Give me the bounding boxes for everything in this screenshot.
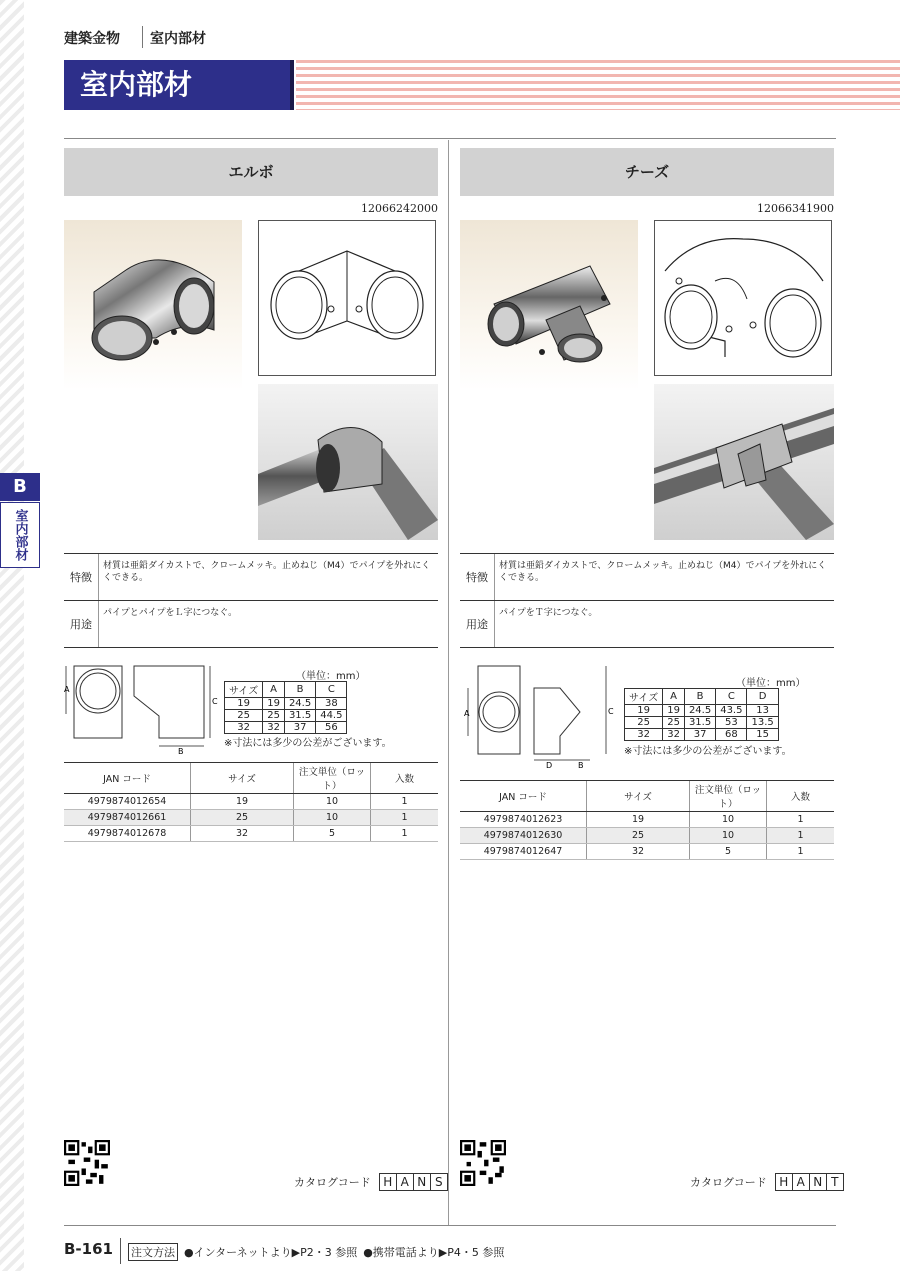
jan-cell: 1: [371, 794, 439, 810]
jan-header: JAN コード: [64, 763, 191, 794]
jan-cell: 32: [191, 826, 294, 842]
dim-header: B: [284, 682, 315, 698]
catalog-code-char: A: [792, 1174, 809, 1190]
order-method-label: 注文方法: [128, 1243, 178, 1261]
dim-unit: （単位：mm）: [736, 678, 806, 689]
jan-header: 注文単位（ロット）: [690, 781, 767, 812]
dim-header: C: [716, 689, 747, 705]
jan-cell: 1: [767, 812, 835, 828]
catalog-code-char: N: [809, 1174, 826, 1190]
dim-cell: 38: [316, 698, 347, 710]
header-divider: [142, 26, 143, 48]
product-code: 12066341900: [757, 202, 834, 215]
dim-cell: 13.5: [747, 717, 778, 729]
tolerance-note: ※寸法には多少の公差がございます。: [224, 738, 392, 749]
jan-cell: 19: [587, 812, 690, 828]
side-stripes: [0, 0, 24, 1271]
dim-unit: （単位：mm）: [296, 671, 366, 682]
spec-row-usage: [460, 601, 834, 648]
dim-cell: 53: [716, 717, 747, 729]
dim-cell: 19: [625, 705, 663, 717]
dim-letter-c: C: [608, 707, 614, 716]
page-number: B-161: [64, 1240, 113, 1258]
features-label: 特徴: [64, 554, 99, 600]
dim-letter-d: D: [546, 761, 553, 770]
tee-dimension-diagram: [460, 664, 620, 770]
jan-cell: 5: [294, 826, 371, 842]
jan-cell: 4979874012647: [460, 844, 587, 860]
elbow-product-photo: [64, 220, 242, 390]
jan-header: サイズ: [191, 763, 294, 794]
title-stripe-band: [296, 60, 900, 110]
jan-table: [64, 762, 438, 842]
jan-header: 入数: [767, 781, 835, 812]
jan-cell: 25: [191, 810, 294, 826]
spec-table: [460, 553, 834, 648]
dim-header: A: [263, 682, 285, 698]
dim-header: A: [663, 689, 685, 705]
usage-label: 用途: [64, 601, 99, 647]
top-rule: [64, 138, 836, 139]
dim-cell: 24.5: [284, 698, 315, 710]
dim-cell: 19: [263, 698, 285, 710]
dim-cell: 31.5: [684, 717, 715, 729]
dim-cell: 19: [663, 705, 685, 717]
catalog-code-box: [775, 1173, 844, 1191]
dim-letter-c: C: [212, 697, 218, 706]
footer-order-info: [128, 1243, 504, 1261]
dim-cell: 25: [225, 710, 263, 722]
dim-cell: 19: [225, 698, 263, 710]
jan-header: JAN コード: [460, 781, 587, 812]
side-tab-label[interactable]: 室内部材: [0, 502, 40, 568]
dim-cell: 56: [316, 722, 347, 734]
catalog-code-char: S: [430, 1174, 447, 1190]
catalog-code-char: T: [826, 1174, 843, 1190]
jan-cell: 4979874012661: [64, 810, 191, 826]
dim-letter-b: B: [178, 747, 184, 754]
dim-header: D: [747, 689, 778, 705]
catalog-code-char: H: [779, 1175, 789, 1189]
jan-cell: 4979874012623: [460, 812, 587, 828]
usage-label: 用途: [460, 601, 495, 647]
dim-cell: 24.5: [684, 705, 715, 717]
dim-header: B: [684, 689, 715, 705]
spec-row-usage: [64, 601, 438, 648]
catalog-code-char: A: [396, 1174, 413, 1190]
dimension-table: [224, 681, 347, 734]
dim-cell: 31.5: [284, 710, 315, 722]
jan-cell: 10: [294, 794, 371, 810]
jan-cell: 10: [294, 810, 371, 826]
catalog-code-char: N: [413, 1174, 430, 1190]
spec-row-features: [64, 554, 438, 601]
column-divider: [448, 140, 449, 1226]
dim-cell: 25: [263, 710, 285, 722]
dim-header: サイズ: [625, 689, 663, 705]
table-row: [460, 828, 834, 844]
qr-code-icon[interactable]: [64, 1140, 110, 1186]
dim-header: サイズ: [225, 682, 263, 698]
jan-cell: 1: [371, 826, 439, 842]
jan-header: 注文単位（ロット）: [294, 763, 371, 794]
order-mobile-link[interactable]: ●携帯電話より▶P4・5 参照: [363, 1246, 505, 1259]
table-row: [460, 844, 834, 860]
catalog-code-label: カタログコード: [294, 1176, 371, 1189]
jan-cell: 1: [371, 810, 439, 826]
order-internet-link[interactable]: ●インターネットより▶P2・3 参照: [184, 1246, 358, 1259]
usage-text: パイプをＴ字につなぐ。: [499, 608, 598, 618]
product-code: 12066242000: [361, 202, 438, 215]
tee-install-photo: [654, 384, 834, 540]
product-tee: [460, 148, 834, 857]
header-subcategory: 室内部材: [150, 31, 206, 47]
jan-cell: 4979874012630: [460, 828, 587, 844]
dim-cell: 43.5: [716, 705, 747, 717]
dim-letter-b: B: [578, 761, 584, 770]
table-row: [460, 812, 834, 828]
qr-code-icon[interactable]: [460, 1140, 506, 1186]
features-text: 材質は亜鉛ダイカストで、クロームメッキ。止めねじ（M4）でパイプを外れにくくできる。: [499, 561, 827, 583]
jan-cell: 1: [767, 828, 835, 844]
jan-cell: 4979874012678: [64, 826, 191, 842]
catalog-code: [294, 1173, 448, 1191]
tolerance-note: ※寸法には多少の公差がございます。: [624, 746, 792, 757]
tee-product-photo: [460, 220, 638, 390]
dim-cell: 25: [625, 717, 663, 729]
dim-cell: 44.5: [316, 710, 347, 722]
dim-cell: 32: [625, 729, 663, 741]
spec-table: [64, 553, 438, 648]
dim-cell: 32: [663, 729, 685, 741]
dimension-block: [460, 664, 834, 770]
catalog-code-box: [379, 1173, 448, 1191]
dimension-table: [624, 688, 779, 741]
dim-cell: 25: [663, 717, 685, 729]
table-row: [64, 810, 438, 826]
jan-cell: 19: [191, 794, 294, 810]
dim-letter-a: A: [464, 709, 470, 718]
dim-cell: 13: [747, 705, 778, 717]
table-row: [64, 794, 438, 810]
dim-cell: 32: [263, 722, 285, 734]
product-title: エルボ: [64, 148, 438, 196]
product-elbow: [64, 148, 438, 839]
jan-header: サイズ: [587, 781, 690, 812]
spec-row-features: [460, 554, 834, 601]
jan-header: 入数: [371, 763, 439, 794]
page-title: 室内部材: [64, 60, 294, 110]
jan-cell: 32: [587, 844, 690, 860]
dimension-block: [64, 664, 438, 754]
jan-cell: 10: [690, 812, 767, 828]
header-category: 建築金物: [64, 31, 120, 47]
dim-cell: 68: [716, 729, 747, 741]
jan-cell: 4979874012654: [64, 794, 191, 810]
dim-cell: 37: [684, 729, 715, 741]
catalog-code-char: H: [383, 1175, 393, 1189]
side-tab-letter[interactable]: B: [0, 473, 40, 501]
elbow-dimension-diagram: [64, 664, 224, 754]
footer-divider: [120, 1238, 121, 1264]
features-text: 材質は亜鉛ダイカストで、クロームメッキ。止めねじ（M4）でパイプを外れにくくできる。: [103, 561, 431, 583]
catalog-code-label: カタログコード: [690, 1176, 767, 1189]
dim-cell: 15: [747, 729, 778, 741]
dim-letter-a: A: [64, 685, 70, 694]
catalog-code: [690, 1173, 844, 1191]
dim-cell: 37: [284, 722, 315, 734]
jan-cell: 1: [767, 844, 835, 860]
product-title: チーズ: [460, 148, 834, 196]
usage-text: パイプとパイプをＬ字につなぐ。: [103, 608, 238, 618]
jan-cell: 5: [690, 844, 767, 860]
jan-cell: 10: [690, 828, 767, 844]
bottom-rule: [64, 1225, 836, 1226]
features-label: 特徴: [460, 554, 495, 600]
table-row: [64, 826, 438, 842]
jan-cell: 25: [587, 828, 690, 844]
elbow-install-photo: [258, 384, 438, 540]
jan-table: [460, 780, 834, 860]
elbow-line-drawing: [258, 220, 436, 376]
tee-line-drawing: [654, 220, 832, 376]
dim-header: C: [316, 682, 347, 698]
dim-cell: 32: [225, 722, 263, 734]
